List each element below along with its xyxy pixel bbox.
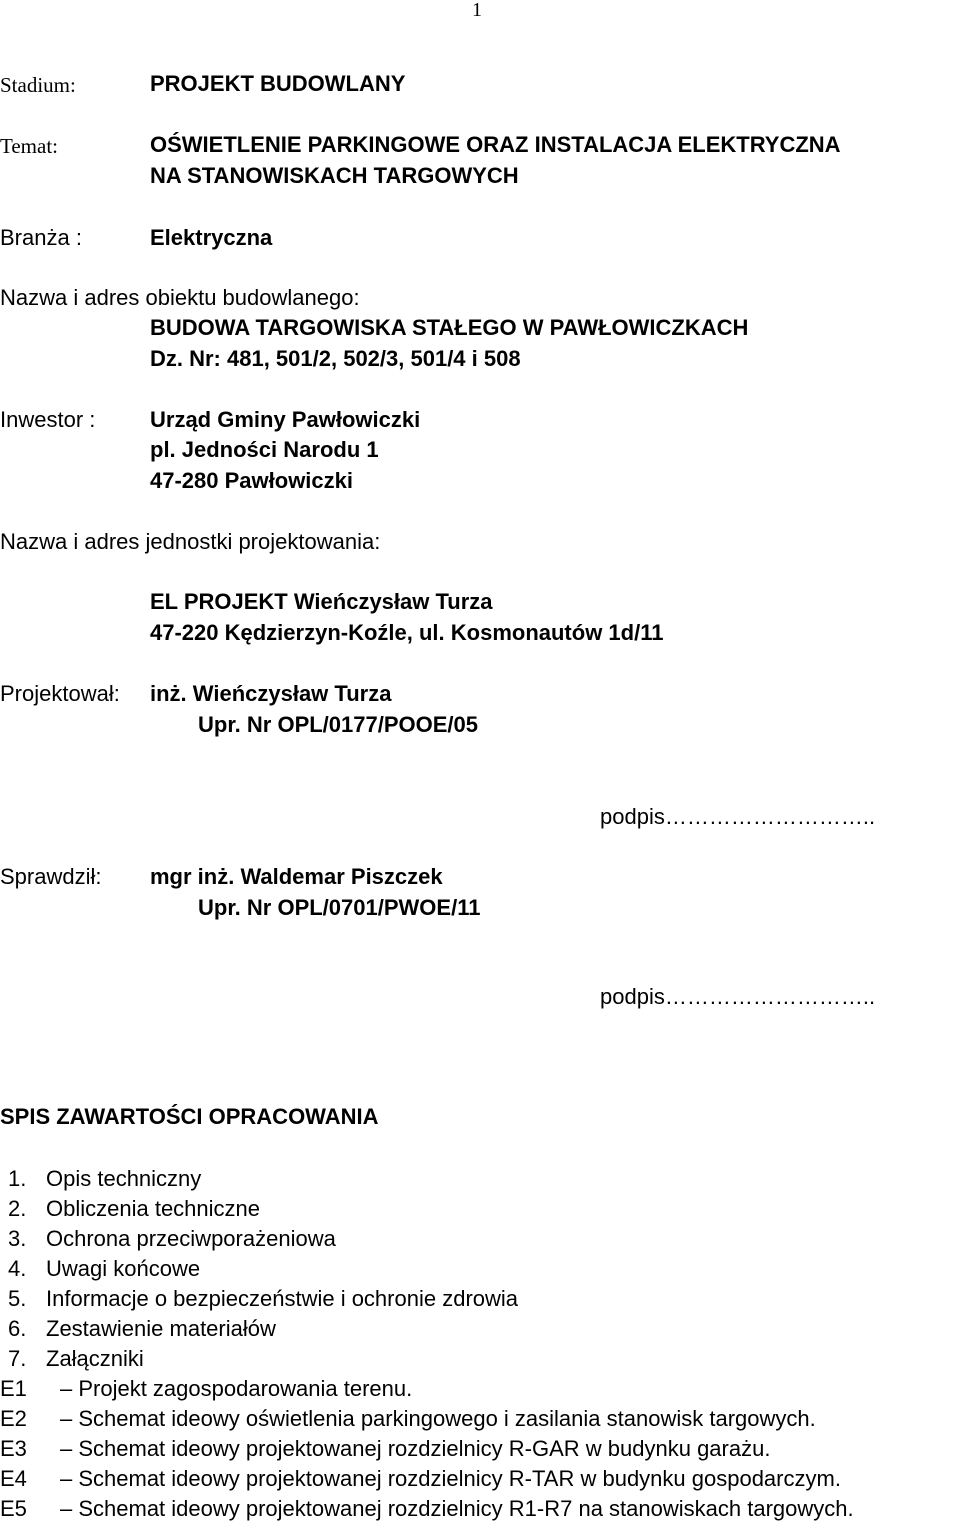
toc-item: 3. Ochrona przeciwporażeniowa [8, 1226, 336, 1251]
projektowal-name: inż. Wieńczysław Turza [150, 681, 392, 706]
temat-label: Temat: [0, 134, 59, 158]
drawing-item-e4: E4 – Schemat ideowy projektowanej rozdzielnicy R-TAR w budynku gospodarczym. [0, 1466, 841, 1491]
toc-item: 2. Obliczenia techniczne [8, 1196, 261, 1221]
projektowal-label: Projektował: [0, 681, 120, 706]
toc-item: 5. Informacje o bezpieczeństwie i ochronie zdrowia [8, 1286, 519, 1311]
toc-item: 1. Opis techniczny [8, 1166, 202, 1191]
inwestor-label: Inwestor : [0, 407, 96, 432]
jednostka-line1: EL PROJEKT Wieńczysław Turza [150, 589, 493, 614]
toc-item: 6. Zestawienie materiałów [8, 1316, 276, 1341]
temat-line1: OŚWIETLENIE PARKINGOWE ORAZ INSTALACJA ELEKTRYCZNA [150, 132, 841, 157]
obiekt-label: Nazwa i adres obiektu budowlanego: [0, 285, 360, 310]
inwestor-line3: 47-280 Pawłowiczki [150, 468, 353, 493]
projektowal-upr: Upr. Nr OPL/0177/POOE/05 [198, 712, 479, 737]
sprawdzil-upr: Upr. Nr OPL/0701/PWOE/11 [198, 895, 481, 920]
stadium-value: PROJEKT BUDOWLANY [150, 71, 406, 96]
toc-item: 4. Uwagi końcowe [8, 1256, 201, 1281]
toc-item: 7. Załączniki [8, 1346, 144, 1371]
toc-title: SPIS ZAWARTOŚCI OPRACOWANIA [0, 1104, 379, 1129]
inwestor-line2: pl. Jedności Narodu 1 [150, 437, 379, 462]
drawing-item-e2: E2 – Schemat ideowy oświetlenia parkingowego i zasilania stanowisk targowych. [0, 1406, 816, 1431]
jednostka-label: Nazwa i adres jednostki projektowania: [0, 529, 381, 554]
branza-label: Branża : [0, 225, 82, 250]
drawing-item-e1: E1 – Projekt zagospodarowania terenu. [0, 1376, 413, 1401]
drawing-item-e5: E5 – Schemat ideowy projektowanej rozdzielnicy R1-R7 na stanowiskach targowych. [0, 1496, 854, 1521]
stadium-label: Stadium: [0, 73, 76, 97]
projektowal-signature: podpis……………………….. [600, 804, 876, 829]
sprawdzil-name: mgr inż. Waldemar Piszczek [150, 864, 443, 889]
sprawdzil-label: Sprawdził: [0, 864, 102, 889]
page-number: 1 [472, 0, 482, 21]
obiekt-line2: Dz. Nr: 481, 501/2, 502/3, 501/4 i 508 [150, 346, 521, 371]
obiekt-line1: BUDOWA TARGOWISKA STAŁEGO W PAWŁOWICZKACH [150, 315, 749, 340]
branza-value: Elektryczna [150, 225, 273, 250]
drawing-item-e3: E3 – Schemat ideowy projektowanej rozdzielnicy R-GAR w budynku garażu. [0, 1436, 771, 1461]
inwestor-line1: Urząd Gminy Pawłowiczki [150, 407, 421, 432]
jednostka-line2: 47-220 Kędzierzyn-Koźle, ul. Kosmonautów 1d/11 [150, 620, 664, 645]
sprawdzil-signature: podpis……………………….. [600, 984, 876, 1009]
temat-line2: NA STANOWISKACH TARGOWYCH [150, 163, 519, 188]
